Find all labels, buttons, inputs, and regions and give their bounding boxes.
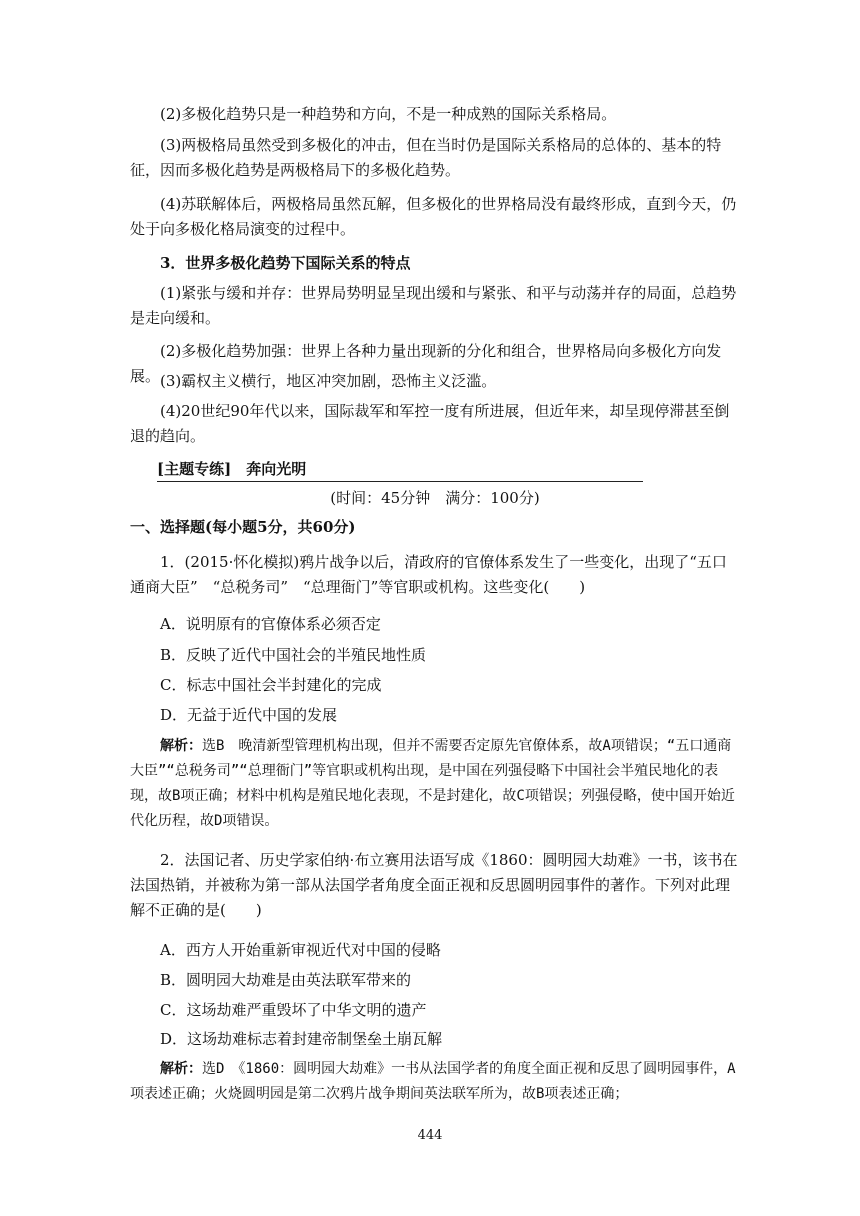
question-stem: 1．(2015·怀化模拟)鸦片战争以后，清政府的官僚体系发生了一些变化，出现了“五口通商大臣” “总税务司” “总理衙门”等官职或机构。这些变化( ) xyxy=(130,553,727,596)
analysis-text: 选D 《1860：圆明园大劫难》一书从法国学者的角度全面正视和反思了圆明园事件，A项表述正确；火烧圆明园是第二次鸦片战争期间英法联军所为，故B项表述正确； xyxy=(130,1061,736,1102)
analysis-label: 解析： xyxy=(160,1061,202,1077)
list-item: (3)霸权主义横行，地区冲突加剧，恐怖主义泛滥。 xyxy=(160,372,497,390)
section-heading: 一、选择题(每小题5分，共60分) xyxy=(130,518,356,536)
list-item: (2)多极化趋势加强：世界上各种力量出现新的分化和组合，世界格局向多极化方向发展。 xyxy=(130,342,722,385)
page-number: 444 xyxy=(417,1128,443,1143)
question-stem: 2．法国记者、历史学家伯纳·布立赛用法语写成《1860：圆明园大劫难》一书，该书在法国热销，并被称为第一部从法国学者角度全面正视和反思圆明园事件的著作。下列对此理解不正确的是( ) xyxy=(130,851,738,919)
option: D．这场劫难标志着封建帝制堡垒土崩瓦解 xyxy=(160,1030,443,1048)
option: A．说明原有的官僚体系必须否定 xyxy=(160,615,381,633)
option: C．这场劫难严重毁坏了中华文明的遗产 xyxy=(160,1001,427,1019)
analysis-text: 选B 晚清新型管理机构出现，但并不需要否定原先官僚体系，故A项错误；“五口通商大臣”“总税务司”“总理衙门”等官职或机构出现，是中国在列强侵略下中国社会半殖民地化的表现，故B项正确；材料中机构是殖民地化表现，不是封建化，故C项错误；列强侵略，使中国开始近代化历程，故D项错误。 xyxy=(130,738,735,829)
option: A．西方人开始重新审视近代对中国的侵略 xyxy=(160,941,441,959)
paragraph: (4)苏联解体后，两极格局虽然瓦解，但多极化的世界格局没有最终形成，直到今天，仍处于向多极化格局演变的过程中。 xyxy=(130,195,737,238)
analysis xyxy=(130,734,740,834)
option: B．反映了近代中国社会的半殖民地性质 xyxy=(160,646,427,664)
section-title: 3．世界多极化趋势下国际关系的特点 xyxy=(160,254,411,272)
paragraph: (2)多极化趋势只是一种趋势和方向，不是一种成熟的国际关系格局。 xyxy=(160,105,617,123)
option: B．圆明园大劫难是由英法联军带来的 xyxy=(160,971,412,989)
option: C．标志中国社会半封建化的完成 xyxy=(160,676,382,694)
time-line: (时间：45分钟 满分：100分) xyxy=(330,489,540,507)
list-item: (1)紧张与缓和并存：世界局势明显呈现出缓和与紧张、和平与动荡并存的局面，总趋势是走向缓和。 xyxy=(130,284,737,327)
analysis-label: 解析： xyxy=(160,738,202,754)
analysis xyxy=(130,1057,740,1107)
paragraph: (3)两极格局虽然受到多极化的冲击，但在当时仍是国际关系格局的总体的、基本的特征，因而多极化趋势是两极格局下的多极化趋势。 xyxy=(130,136,722,179)
option: D．无益于近代中国的发展 xyxy=(160,706,338,724)
list-item: (4)20世纪90年代以来，国际裁军和军控一度有所进展，但近年来，却呈现停滞甚至倒退的趋向。 xyxy=(130,402,730,445)
practice-header: [主题专练] 奔向光明 xyxy=(157,459,643,482)
